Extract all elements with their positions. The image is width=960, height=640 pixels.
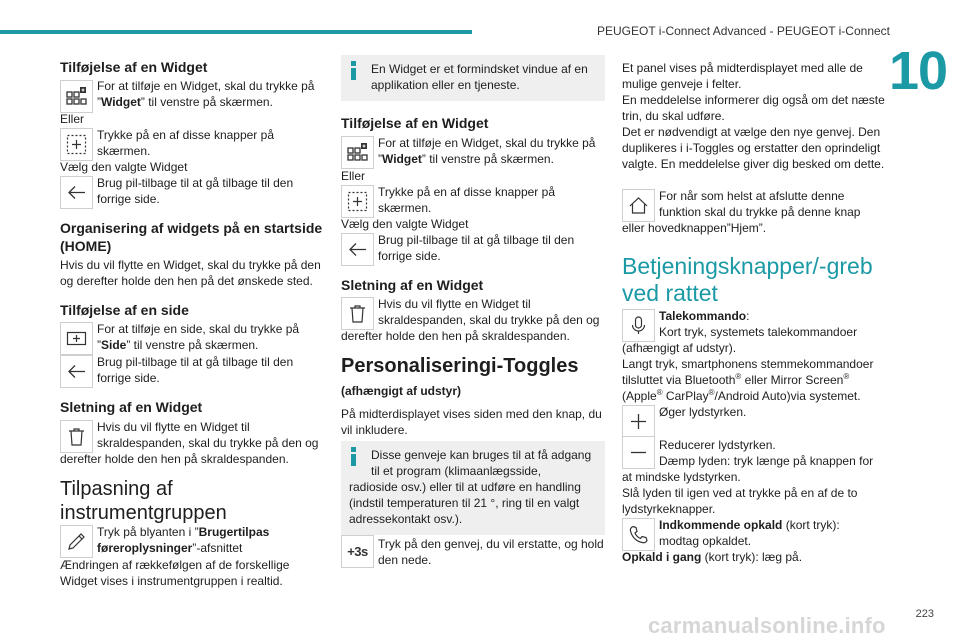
- section-title: Sletning af en Widget: [60, 399, 203, 415]
- paragraph: Opkald i gang (kort tryk): læg på.: [622, 550, 803, 564]
- paragraph: Reducerer lydstyrken. Dæmp lyden: tryk længe på knappen for: [659, 438, 874, 468]
- section-title: Personaliseringi-Toggles: [341, 355, 579, 377]
- paragraph: Brug pil-tilbage til at gå tilbage til den forrige side.: [97, 355, 294, 385]
- paragraph: derefter holde den hen på skraldespanden.: [60, 452, 289, 466]
- paragraph: Brug pil-tilbage til at gå tilbage til den forrige side.: [97, 176, 294, 206]
- section-title: Tilføjelse af en Widget: [341, 115, 489, 131]
- paragraph: For når som helst at afslutte denne funktion skal du trykke på denne knap: [659, 189, 861, 219]
- paragraph: Indkommende opkald (kort tryk): modtag opkaldet.: [659, 518, 840, 548]
- widget-grid-icon: [60, 80, 93, 113]
- info-icon: [349, 61, 359, 79]
- info-box: [341, 55, 605, 101]
- plus-icon: [622, 405, 655, 438]
- toggles-icon: [341, 535, 374, 568]
- paragraph: For at tilføje en Widget, skal du trykke på ”Widget” til venstre på skærmen.: [97, 79, 315, 109]
- add-dashed-icon: [341, 185, 374, 218]
- paragraph: Vælg den valgte Widget: [60, 160, 188, 174]
- microphone-icon: [622, 309, 655, 342]
- paragraph: Hvis du vil flytte en Widget til skraldespanden, skal du trykke på den og: [97, 420, 319, 450]
- widget-grid-icon: [341, 136, 374, 169]
- chapter-heading: Betjeningsknapper/-greb ved rattet: [622, 253, 873, 306]
- back-arrow-icon: [341, 233, 374, 266]
- page-number: 223: [915, 608, 934, 620]
- paragraph: Talekommando: Kort tryk, systemets talekommandoer: [659, 309, 858, 339]
- info-text: Disse genveje kan bruges til at få adgang til et program (klimaanlægsside,: [371, 448, 592, 478]
- minus-icon: [622, 436, 655, 469]
- home-icon: [622, 189, 655, 222]
- subtitle: (afhængigt af udstyr): [341, 384, 461, 398]
- paragraph: Vælg den valgte Widget: [341, 217, 469, 231]
- running-title: PEUGEOT i-Connect Advanced - PEUGEOT i-Connect: [596, 24, 890, 38]
- add-dashed-icon: [60, 128, 93, 161]
- section-title: Tilføjelse af en Widget: [60, 59, 208, 75]
- paragraph: at mindske lydstyrken.: [622, 470, 741, 484]
- section-title: Tilføjelse af en side: [60, 302, 189, 318]
- section-title: Tilpasning af instrumentgruppen: [60, 478, 227, 524]
- phone-icon: [622, 518, 655, 551]
- paragraph: For at tilføje en Widget, skal du trykke på ”Widget” til venstre på skærmen.: [378, 136, 596, 166]
- info-box: [341, 441, 605, 535]
- back-arrow-icon: [60, 355, 93, 388]
- watermark: carmanualsonline.info: [648, 613, 886, 638]
- paragraph: Langt tryk, smartphonens stemmekommandoer tilsluttet via Bluetooth® eller Mirror Screen® (Apple® CarPlay®/Android Auto)via systemet.: [622, 357, 874, 403]
- paragraph: En meddelelse informerer dig også om det næste trin, du skal udføre.: [622, 93, 885, 123]
- chapter-number: 10: [889, 41, 948, 101]
- paragraph: Trykke på en af disse knapper på skærmen.: [97, 128, 274, 158]
- info-text: radioside osv.) eller til at udføre en handling (indstil temperaturen til 21 °, ring til en valgt adressekontakt osv.).: [349, 480, 581, 526]
- paragraph: Eller: [341, 169, 366, 183]
- paragraph: På midterdisplayet vises siden med den knap, du vil inkludere.: [341, 407, 602, 437]
- paragraph: Ændringen af rækkefølgen af de forskellige Widget vises i instrumentgruppen i realtid.: [60, 558, 290, 588]
- info-icon: [349, 447, 359, 465]
- paragraph: Hvis du vil flytte en Widget, skal du trykke på den og derefter holde den hen på det ønskede sted.: [60, 258, 321, 288]
- header-accent-bar: [0, 30, 472, 34]
- pencil-icon: [60, 525, 93, 558]
- back-arrow-icon: [60, 176, 93, 209]
- section-title: Sletning af en Widget: [341, 277, 484, 293]
- paragraph: Øger lydstyrken.: [659, 405, 747, 419]
- paragraph: For at tilføje en side, skal du trykke på ”Side” til venstre på skærmen.: [97, 322, 300, 352]
- paragraph: Hvis du vil flytte en Widget til skraldespanden, skal du trykke på den og: [378, 297, 600, 327]
- toggles-badge: +3s: [347, 543, 368, 559]
- paragraph: Slå lyden til igen ved at trykke på en af de to lydstyrkeknapper.: [622, 486, 858, 516]
- paragraph: Tryk på den genvej, du vil erstatte, og hold den nede.: [378, 537, 604, 567]
- trash-icon: [341, 297, 374, 330]
- paragraph: derefter holde den hen på skraldespanden.: [341, 329, 570, 343]
- paragraph: Tryk på blyanten i ”Brugertilpas føreroplysninger”-afsnittet: [97, 525, 270, 555]
- paragraph: Brug pil-tilbage til at gå tilbage til den forrige side.: [378, 233, 575, 263]
- section-title: Organisering af widgets på en startside (HOME): [60, 220, 323, 254]
- paragraph: Eller: [60, 112, 85, 126]
- paragraph: Et panel vises på midterdisplayet med alle de mulige genveje i felter.: [622, 61, 863, 91]
- info-text: En Widget er et formindsket vindue af en applikation eller en tjeneste.: [371, 62, 588, 92]
- trash-icon: [60, 420, 93, 453]
- add-page-icon: [60, 322, 93, 355]
- paragraph: Det er nødvendigt at vælge den nye genvej. Den duplikeres i i-Toggles og erstatter den oprindeligt valgte. En meddelelse giver dig besked om dette.: [622, 125, 885, 171]
- paragraph: Trykke på en af disse knapper på skærmen.: [378, 185, 555, 215]
- paragraph: eller hovedknappen”Hjem”.: [622, 221, 767, 235]
- paragraph: (afhængigt af udstyr).: [622, 341, 737, 355]
